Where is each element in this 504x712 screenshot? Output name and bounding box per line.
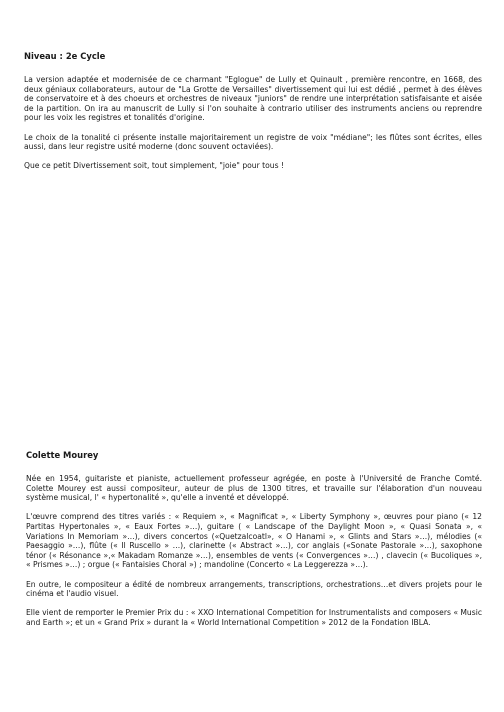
arrangements-paragraph: En outre, le compositeur a édité de nombreux arrangements, transcriptions, orchestrations…et divers projets pour le cinéma et l'audio visuel. — [26, 579, 482, 599]
level-section — [24, 51, 482, 181]
author-heading: Colette Mourey — [26, 450, 99, 460]
tonality-paragraph: Le choix de la tonalité ci présente installe majoritairement un registre de voix "médiane"; les flûtes sont écrites, elles aussi, dans leur registre usité moderne (donc souvent octaviées). — [24, 132, 482, 152]
level-heading: Niveau : 2e Cycle — [24, 51, 106, 61]
author-section — [26, 450, 482, 637]
closing-paragraph: Que ce petit Divertissement soit, tout simplement, "joie" pour tous ! — [24, 161, 284, 171]
biography-paragraph: Née en 1954, guitariste et pianiste, actuellement professeur agrégée, en poste à l'Université de Franche Comté. Colette Mourey est aussi compositeur, auteur de plus de 1300 titres, et travaille sur l'élaboration d'un nouveau système musical, l' « hypertonalité », qu'elle a inventé et développé. — [26, 474, 482, 503]
awards-paragraph: Elle vient de remporter le Premier Prix du : « XXO International Competition for Instrumentalists and composers « Music and Earth »; et un « Grand Prix » durant la « World International Competition » 2012 de la Fondation IBLA. — [26, 608, 482, 627]
works-paragraph: L'œuvre comprend des titres variés : « Requiem », « Magnificat », « Liberty Symphony », œuvres pour piano (« 12 Partitas Hypertonales », « Eaux Fortes »…), guitare ( « Landscape of the Daylight Moon », « Quasi Sonata », « Variations In Memoriam »…), divers concertos («Quetzalcoatl», « O Hanami », « Glints and Stars »…), mélodies (« Paesaggio »…), flûte (« Il Ruscello » …), clarinette (« Abstract »…), cor anglais («Sonate Pastorale »…), saxophone ténor (« Résonance »,« Makadam Romanze »…), ensembles de vents (« Convergences »…) , clavecin (« Bucoliques », « Prismes »…) ; orgue (« Fantaisies Choral ») ; mandoline (Concerto « La Leggerezza »…). — [26, 512, 482, 570]
description-paragraph: La version adaptée et modernisée de ce charmant "Eglogue" de Lully et Quinault , première rencontre, en 1668, des deux géniaux collaborateurs, autour de "La Grotte de Versailles" divertissement qui lui est dédié , permet à des élèves de conservatoire et à des choeurs et orchestres de niveaux "juniors" de rendre une interprétation satisfaisante et aisée de la partition. On ira au manuscrit de Lully si l'on souhaite à contrario utiliser des instruments anciens ou reprendre pour les voix les registres et tonalités d'origine. — [24, 75, 482, 123]
